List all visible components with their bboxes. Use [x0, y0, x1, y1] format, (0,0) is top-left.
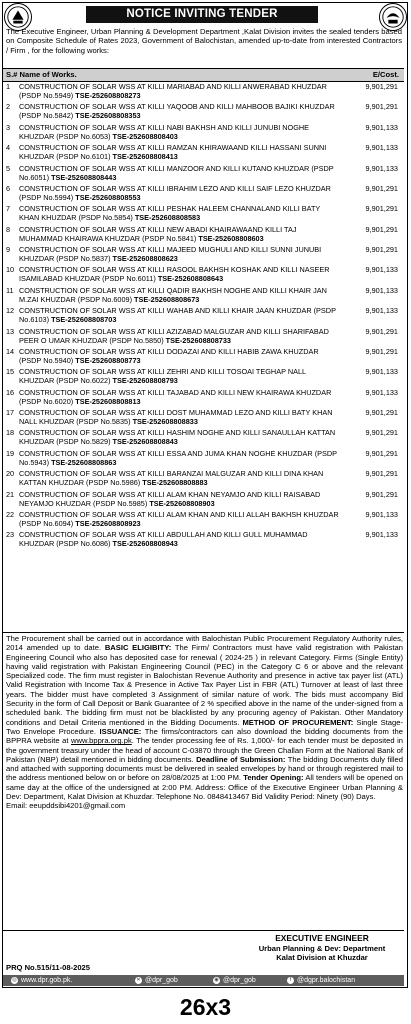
tender-id: TSE-252608808863	[51, 457, 117, 467]
estimated-cost: 9,901,133	[365, 367, 398, 377]
work-name	[19, 449, 341, 467]
work-name	[19, 164, 341, 182]
work-name	[19, 204, 341, 222]
tender-id: TSE-252608808943	[112, 539, 178, 549]
estimated-cost: 9,901,291	[365, 224, 398, 234]
row-number: 5	[6, 163, 11, 173]
facebook-icon: f	[287, 977, 294, 984]
estimated-cost: 9,901,133	[365, 122, 398, 132]
work-name	[19, 306, 341, 324]
work-name	[19, 245, 341, 263]
work-name	[19, 408, 341, 426]
row-number: 14	[6, 346, 15, 356]
row-number: 10	[6, 265, 15, 275]
row-number: 12	[6, 306, 15, 316]
work-name	[19, 428, 341, 446]
prq-number: PRQ No.515/11-08-2025	[6, 963, 91, 972]
table-row	[3, 265, 404, 283]
work-description: CONSTRUCTION OF SOLAR WSS AT KILLI NABI BAKHSH AND KILLI JUNUBI NOGHE KHUZDAR (PSDP No.6053)	[19, 122, 310, 141]
work-name	[19, 327, 341, 345]
work-name	[19, 143, 341, 161]
work-name	[19, 490, 341, 508]
tender-id: TSE-252608808883	[142, 478, 208, 488]
row-number: 4	[6, 143, 11, 153]
table-row	[3, 347, 404, 365]
estimated-cost: 9,901,291	[365, 183, 398, 193]
estimated-cost: 9,901,133	[365, 143, 398, 153]
work-name	[19, 82, 341, 100]
issuance-text: The firms/contractors can also download the bidding documents from the BPPRA website at	[6, 726, 403, 746]
tender-id: TSE-252608808553	[75, 192, 141, 202]
estimated-cost: 9,901,291	[365, 469, 398, 479]
estimated-cost: 9,901,291	[365, 102, 398, 112]
row-number: 9	[6, 245, 11, 254]
table-row	[3, 123, 404, 141]
estimated-cost: 9,901,291	[365, 326, 398, 336]
work-description: CONSTRUCTION OF SOLAR WSS AT KILLI ALAM KHAN NEYAMJO AND KILLI RAISABAD NEYAMJO KHUZDAR (PSDP No.5985)	[19, 489, 321, 508]
row-number: 21	[6, 489, 15, 499]
row-number: 22	[6, 509, 15, 519]
work-name	[19, 510, 341, 528]
row-number: 19	[6, 448, 15, 458]
estimated-cost: 9,901,133	[365, 509, 398, 519]
work-name	[19, 265, 341, 283]
table-row	[3, 490, 404, 508]
work-name	[19, 123, 341, 141]
deadline-text: The bidding Documents duly filled and attached with supporting documents must be delivered in sealed envelopes by hand or through registered mail to the address mentioned below on or before on 28/08/2025 at 1:00 PM.	[6, 754, 403, 783]
tender-id: TSE-252608808703	[51, 315, 117, 325]
row-number: 17	[6, 408, 15, 417]
tender-id: TSE-252608808673	[134, 294, 200, 304]
table-row	[3, 204, 404, 222]
table-row	[3, 102, 404, 120]
eligibility-text: The Firm/ Contractors must have valid registration with Pakistan Engineering Council who also has deposited case for renewal ( 2024-25 ) in relevant Category. Firms (Single Entity) having valid registration with Pakistan Engineering Council (PEC) in the Category C 6 or above and the relevant Specialized code. The firm must register in Balochistan Revenue Authority and presence in active tax payer list (ATL) Valid Registration with Income Tax & Presence in Active Tax Payer List in FBR (ATL) Turnover at least of last three years. The bidder must have completed 3 Assignment of similar nature of work. The bids must accompany Bid Security in the form of Call Deposit or Bank Guarantee of 2 % specified above in the name of the under-signed from a scheduled bank. The bidding firm must not be blacklisted by any procuring agency of Pakistan. Other Mandatory conditions and Detail Criteria mentioned in the Bidding Documents.	[6, 643, 403, 727]
divider	[3, 930, 404, 931]
row-number: 15	[6, 367, 15, 377]
tender-id: TSE-252608808403	[112, 131, 178, 141]
instagram-icon: ◉	[214, 977, 219, 983]
signature-department: Urban Planning & Dev: Department	[258, 943, 386, 953]
work-name	[19, 225, 341, 243]
table-row	[3, 306, 404, 324]
tender-id: TSE-252608808733	[165, 335, 231, 345]
estimated-cost: 9,901,133	[365, 530, 398, 540]
work-description: CONSTRUCTION OF SOLAR WSS AT KILLI RAMZAN KHIRAWAAND KILLI HASSANI SUNNI KHUZDAR (PSDP No.6101)	[19, 143, 327, 162]
estimated-cost: 9,901,133	[365, 285, 398, 295]
tender-id: TSE-252608808903	[149, 498, 215, 508]
row-number: 13	[6, 326, 15, 336]
globe-icon: ◎	[12, 977, 17, 983]
work-description: CONSTRUCTION OF SOLAR WSS AT KILLI TAJABAD AND KILLI NEW KHAIRAWA KHUZDAR (PSDP No.6020)	[19, 387, 332, 406]
work-description: CONSTRUCTION OF SOLAR WSS AT KILLI MANZOOR AND KILLI KUTANO KHUZDAR (PSDP No.6051)	[19, 163, 334, 182]
tender-id: TSE-252608808443	[51, 172, 117, 182]
tender-id: TSE-252608808833	[132, 417, 198, 427]
deadline-label: Deadline of Submission:	[196, 754, 286, 764]
work-description: CONSTRUCTION OF SOLAR WSS AT KILLI HASHIM NOGHE AND KILLI SANAULLAH KATTAN KHUZDAR (PSDP No.5829)	[19, 428, 336, 447]
tender-id: TSE-252608808353	[75, 111, 141, 121]
method-text: Single Stage-Two Envelope Procedure.	[6, 717, 403, 736]
tender-id: TSE-252608808623	[112, 254, 178, 264]
work-description: CONSTRUCTION OF SOLAR WSS AT KILLI NEW ABADI KHAIRAWAAND KILLI TAJ MUHAMMAD KHAIRAWA KHUZDAR (PSDP No.5841)	[19, 224, 297, 243]
estimated-cost: 9,901,133	[365, 306, 398, 316]
table-row	[3, 245, 404, 263]
work-description: CONSTRUCTION OF SOLAR WSS AT KILLI DODAZAI AND KILLI HABIB ZAWA KHUZDAR (PSDP No.5940)	[19, 346, 319, 365]
page-title: NOTICE INVITING TENDER	[86, 6, 318, 23]
social-footer	[3, 975, 404, 986]
opening-text: All tenders will be opened on same day at the office of the undersigned at 2:00 PM. Address: Office of the Executive Engineer Urban Planning & Dev: Department, Kalat Division at Khuzdar. Telephone No. 0848413467 Bid Validity Period: Ninety (90) Days.	[6, 773, 403, 802]
signature-location: Kalat Division at Khuzdar	[276, 953, 368, 963]
row-number: 1	[6, 82, 11, 91]
work-name	[19, 286, 341, 304]
work-name	[19, 530, 341, 548]
table-row	[3, 428, 404, 446]
table-row	[3, 184, 404, 202]
intro-paragraph: The Executive Engineer, Urban Planning & Development Department ,Kalat Division invites the sealed tenders based on Composite Schedule of Rates 2023, Government of Balochistan, amended up-to-date from interested Contractors / Firm , for the following works:	[6, 27, 402, 55]
estimated-cost: 9,901,133	[365, 163, 398, 173]
table-row	[3, 327, 404, 345]
work-description: CONSTRUCTION OF SOLAR WSS AT KILLI PESHAK HALEEM CHANNALAND KILLI BATY KHAN KHUZDAR (PSDP No.5854)	[19, 204, 321, 223]
column-header-cost: E/Cost.	[372, 70, 399, 79]
ad-size-label: 26x3	[179, 994, 232, 1020]
work-description: CONSTRUCTION OF SOLAR WSS AT KILLI BARANZAI MALGUZAR AND KILLI DINA KHAN KATTAN KHUZDAR (PSDP No.5986)	[19, 469, 324, 488]
works-table	[3, 82, 404, 551]
table-row	[3, 367, 404, 385]
bppra-website-link[interactable]: www.bppra.org.pk	[71, 736, 132, 746]
table-row	[3, 388, 404, 406]
work-name	[19, 367, 341, 385]
tender-id: TSE-252608808643	[157, 274, 224, 284]
table-header	[3, 68, 404, 82]
row-number: 20	[6, 469, 15, 479]
work-description: CONSTRUCTION OF SOLAR WSS AT KILLI QADIR BAKHSH NOGHE AND KILLI KHAIR JAN M.ZAI KHUZDAR (PSDP No.6009)	[19, 285, 327, 304]
method-label: METHOD OF PROCUREMENT:	[242, 717, 354, 727]
work-description: CONSTRUCTION OF SOLAR WSS AT KILLI YAQOOB AND KILLI MAHBOOB BAJIKI KHUZDAR (PSDP No.5842)	[19, 102, 335, 121]
signature-block	[241, 934, 403, 963]
estimated-cost: 9,901,133	[365, 387, 398, 397]
work-name	[19, 469, 341, 487]
tender-id: TSE-252608808603	[198, 233, 264, 243]
work-description: CONSTRUCTION OF SOLAR WSS AT KILLI ALAM KHAN AND KILLI ALLAH BAKHSH KHUZDAR (PSDP No.6094)	[19, 509, 339, 528]
work-description: CONSTRUCTION OF SOLAR WSS AT KILLI MAJEED MUGHULI AND KILLI SUNNI JUNUBI KHUZDAR (PSDP No.5837)	[19, 245, 322, 264]
row-number: 23	[6, 530, 15, 540]
estimated-cost: 9,901,291	[365, 346, 398, 356]
divider	[3, 632, 404, 633]
work-description: CONSTRUCTION OF SOLAR WSS AT KILLI DOST MUHAMMAD LEZO AND KILLI BATY KHAN NALL KHUZDAR (PSDP No.5835)	[19, 408, 333, 427]
issuance-label: ISSUANCE:	[99, 726, 142, 736]
column-header-works: S.# Name of Works.	[6, 70, 77, 79]
table-row	[3, 286, 404, 304]
row-number: 8	[6, 224, 11, 234]
work-name	[19, 347, 341, 365]
tender-id: TSE-252608808843	[112, 437, 178, 447]
estimated-cost: 9,901,291	[365, 408, 398, 417]
opening-label: Tender Opening:	[243, 773, 304, 783]
footer-twitter[interactable]: @dpr_gob	[145, 977, 178, 984]
work-name	[19, 184, 341, 202]
estimated-cost: 9,901,291	[365, 82, 398, 91]
table-row	[3, 82, 404, 100]
footer-instagram[interactable]: @dpr_gob	[223, 977, 256, 984]
email-text: Email: eeupddsibi4201@gmail.com	[6, 801, 126, 811]
tender-id: TSE-252608808773	[75, 355, 141, 365]
estimated-cost: 9,901,291	[365, 428, 398, 438]
row-number: 6	[6, 183, 11, 193]
footer-website[interactable]: www.dpr.gob.pk.	[21, 977, 73, 984]
row-number: 16	[6, 387, 15, 397]
signature-title: EXECUTIVE ENGINEER	[275, 933, 369, 943]
estimated-cost: 9,901,291	[365, 448, 398, 458]
tender-id: TSE-252608808813	[75, 396, 141, 406]
work-description: CONSTRUCTION OF SOLAR WSS AT KILLI AZIZABAD MALGUZAR AND KILLI SHARIFABAD PEER O UMAR KHUZDAR (PSDP No.5850)	[19, 326, 329, 345]
tender-conditions	[6, 634, 403, 811]
tender-id: TSE-252608808793	[112, 376, 178, 386]
row-number: 2	[6, 102, 11, 112]
row-number: 11	[6, 285, 14, 295]
work-name	[19, 102, 341, 120]
table-row	[3, 449, 404, 467]
tender-id: TSE-252608808413	[112, 152, 178, 162]
tender-id: TSE-252608808273	[75, 91, 141, 101]
table-row	[3, 530, 404, 548]
estimated-cost: 9,901,133	[365, 265, 398, 275]
eligibility-label: BASIC ELIGIBITY:	[104, 643, 172, 653]
table-row	[3, 469, 404, 487]
twitter-icon: ✕	[136, 977, 141, 983]
issuance-text-cont: . The tender processing fee of Rs. 1,000/- for each tender must be deposited in the government treasury under the head of account C-03870 through the Green Challan Form at the National Bank of Pakistan (NBP) detail mentioned in bidding documents.	[6, 736, 403, 764]
work-description: CONSTRUCTION OF SOLAR WSS AT KILLI MARIABAD AND KILLI ANWERABAD KHUZDAR (PSDP No.5949)	[19, 82, 327, 101]
work-description: CONSTRUCTION OF SOLAR WSS AT KILLI ZEHRI AND KILLI TOSOAI TEGHAP NALL KHUZDAR (PSDP No.6022)	[19, 367, 306, 386]
work-name	[19, 388, 341, 406]
tender-id: TSE-252608808583	[134, 213, 201, 223]
table-row	[3, 225, 404, 243]
estimated-cost: 9,901,291	[365, 245, 398, 254]
work-description: CONSTRUCTION OF SOLAR WSS AT KILLI RASOOL BAKHSH KOSHAK AND KILLI NASEER ISAMILABAD KHUZDAR (PSDP No.6011)	[19, 265, 330, 284]
tender-id: TSE-252608808923	[75, 518, 141, 528]
work-description: CONSTRUCTION OF SOLAR WSS AT KILLI WAHAB AND KILLI KHAIR JAAN KHUZDAR (PSDP No.6103)	[19, 306, 336, 325]
table-row	[3, 408, 404, 426]
work-description: CONSTRUCTION OF SOLAR WSS AT KILLI IBRAHIM LEZO AND KILLI SAIF LEZO KHUZDAR (PSDP No.5994)	[19, 183, 331, 202]
footer-facebook[interactable]: @dgpr.balochistan	[297, 977, 356, 984]
procurement-rules-text: The Procurement shall be carried out in accordance with Balochistan Public Procurement Regulatory Authority rules, 2014 amended up to date.	[6, 634, 403, 653]
estimated-cost: 9,901,291	[365, 204, 398, 214]
row-number: 18	[6, 428, 15, 438]
table-row	[3, 164, 404, 182]
table-row	[3, 143, 404, 161]
work-description: CONSTRUCTION OF SOLAR WSS AT KILLI ABDULLAH AND KILLI GULL MUHAMMAD KHUZDAR (PSDP No.6086)	[19, 530, 308, 549]
table-row	[3, 510, 404, 528]
row-number: 3	[6, 122, 11, 132]
row-number: 7	[6, 204, 11, 214]
estimated-cost: 9,901,291	[365, 489, 398, 499]
work-description: CONSTRUCTION OF SOLAR WSS AT KILLI ESSA AND JUMA KHAN NOGHE KHUZDAR (PSDP No.5943)	[19, 448, 337, 467]
